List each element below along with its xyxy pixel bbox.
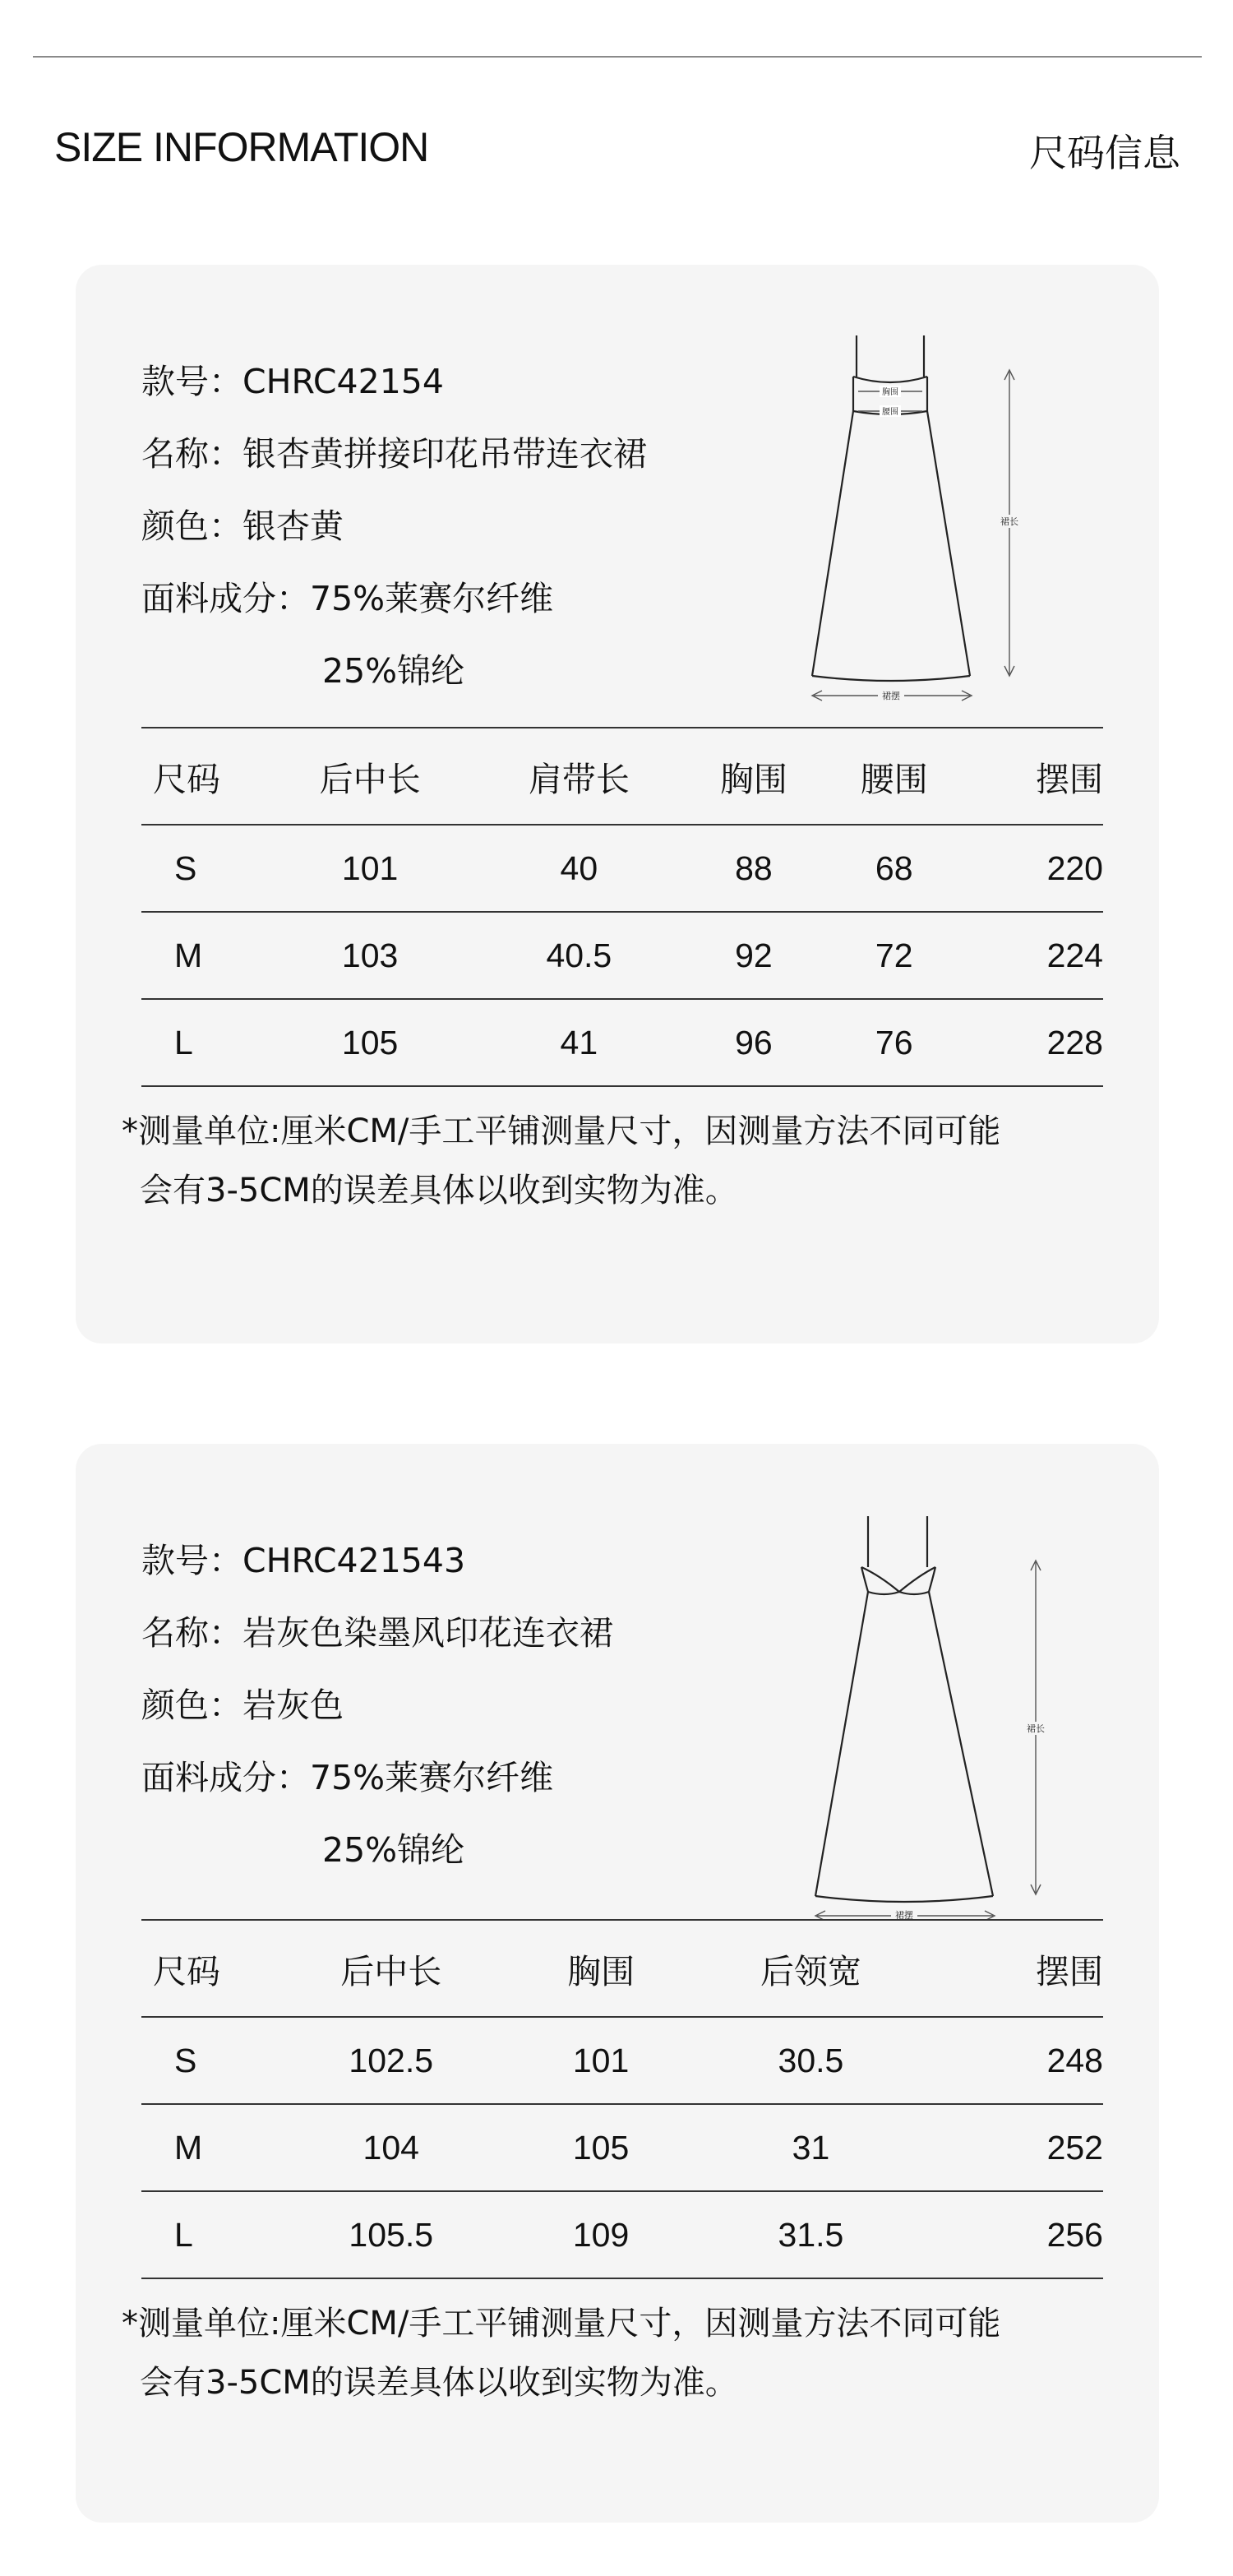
measurement-note [122,2294,1124,2412]
cell-waist: 72 [824,912,964,999]
waist-label: 腰围 [882,408,898,417]
fabric-row [141,1760,553,1796]
hem-label: 裙摆 [895,1910,913,1921]
color-label: 颜色： [141,506,242,546]
table-row [141,912,1103,999]
table-header-row [141,728,1103,825]
color-value: 岩灰色 [242,1686,344,1725]
col-header-size: 尺码 [141,1920,266,2017]
product-card-1 [76,265,1159,1343]
cell-chest: 105 [516,2104,685,2191]
cell-chest: 109 [516,2191,685,2278]
fabric-composition-1: 75%莱赛尔纤维 [310,1758,554,1797]
cell-waist: 68 [824,825,964,912]
color-row [141,1687,344,1723]
table-row [141,825,1103,912]
cell-waist: 76 [824,999,964,1086]
cell-back-length: 102.5 [266,2017,516,2104]
col-header-chest: 胸围 [683,728,824,825]
style-number: CHRC42154 [242,362,444,401]
cell-back-neck-width: 31.5 [686,2191,936,2278]
product-name-row [141,1615,613,1651]
size-table-2 [141,1919,1103,2279]
cell-back-length: 105 [266,999,474,1086]
color-label: 颜色： [141,1686,242,1725]
col-header-back-neck-width: 后领宽 [686,1920,936,2017]
color-value: 银杏黄 [242,506,344,546]
fabric-row [141,580,553,617]
style-number-row [141,1542,465,1579]
fabric-label: 面料成分： [141,579,310,618]
dress-sketch-1 [799,298,1144,725]
fabric-label: 面料成分： [141,1758,310,1797]
chest-label: 胸围 [882,388,898,397]
cell-size: L [141,2191,266,2278]
cell-size: M [141,912,266,999]
product-name: 银杏黄拼接印花吊带连衣裙 [242,434,647,474]
twist-front-dress-illustration [799,1477,1144,1921]
cell-back-length: 104 [266,2104,516,2191]
fabric-composition-2: 25%锦纶 [322,1830,465,1870]
page-title-cn: 尺码信息 [1029,131,1180,175]
style-label: 款号： [141,362,242,401]
cell-hem: 256 [936,2191,1103,2278]
note-line-2: 会有3-5CM的误差具体以收到实物为准。 [140,2364,738,2402]
col-header-back-length: 后中长 [266,728,474,825]
note-line-1: *测量单位:厘米CM/手工平铺测量尺寸，因测量方法不同可能 [122,2305,1001,2342]
hem-label: 裙摆 [882,691,900,701]
fabric-composition-2: 25%锦纶 [322,651,465,691]
cell-size: M [141,2104,266,2191]
col-header-hem: 摆围 [936,1920,1103,2017]
cell-hem: 248 [936,2017,1103,2104]
fabric-composition-1: 75%莱赛尔纤维 [310,579,554,618]
col-header-chest: 胸围 [516,1920,685,2017]
table-row [141,2017,1103,2104]
page-title-en: SIZE INFORMATION [54,124,429,170]
size-table-1 [141,727,1103,1087]
cell-size: S [141,825,266,912]
table-row [141,2191,1103,2278]
length-label: 裙长 [1027,1723,1045,1734]
cell-chest: 101 [516,2017,685,2104]
cell-hem: 220 [964,825,1103,912]
cell-chest: 96 [683,999,824,1086]
cell-chest: 88 [683,825,824,912]
name-label: 名称： [141,1613,242,1653]
cell-back-length: 105.5 [266,2191,516,2278]
measurement-note [122,1102,1124,1220]
cell-hem: 224 [964,912,1103,999]
name-label: 名称： [141,434,242,474]
cell-strap-length: 40.5 [474,912,683,999]
cell-hem: 228 [964,999,1103,1086]
style-number: CHRC421543 [242,1541,466,1580]
style-number-row [141,363,444,400]
table-row [141,999,1103,1086]
dress-sketch-2 [799,1477,1144,1921]
cell-size: S [141,2017,266,2104]
style-label: 款号： [141,1541,242,1580]
table-header-row [141,1920,1103,2017]
color-row [141,508,344,544]
col-header-waist: 腰围 [824,728,964,825]
cell-hem: 252 [936,2104,1103,2191]
product-name-row [141,436,647,472]
note-line-2: 会有3-5CM的误差具体以收到实物为准。 [140,1172,738,1209]
slip-dress-illustration [799,298,1144,725]
cell-size: L [141,999,266,1086]
cell-back-neck-width: 30.5 [686,2017,936,2104]
col-header-back-length: 后中长 [266,1920,516,2017]
product-name: 岩灰色染墨风印花连衣裙 [242,1613,613,1653]
note-line-1: *测量单位:厘米CM/手工平铺测量尺寸，因测量方法不同可能 [122,1112,1001,1150]
col-header-size: 尺码 [141,728,266,825]
product-card-2 [76,1444,1159,2523]
cell-back-neck-width: 31 [686,2104,936,2191]
col-header-strap-length: 肩带长 [474,728,683,825]
cell-back-length: 103 [266,912,474,999]
table-row [141,2104,1103,2191]
top-divider [33,56,1202,58]
cell-back-length: 101 [266,825,474,912]
col-header-hem: 摆围 [964,728,1103,825]
length-label: 裙长 [1000,516,1018,527]
cell-strap-length: 40 [474,825,683,912]
cell-strap-length: 41 [474,999,683,1086]
cell-chest: 92 [683,912,824,999]
